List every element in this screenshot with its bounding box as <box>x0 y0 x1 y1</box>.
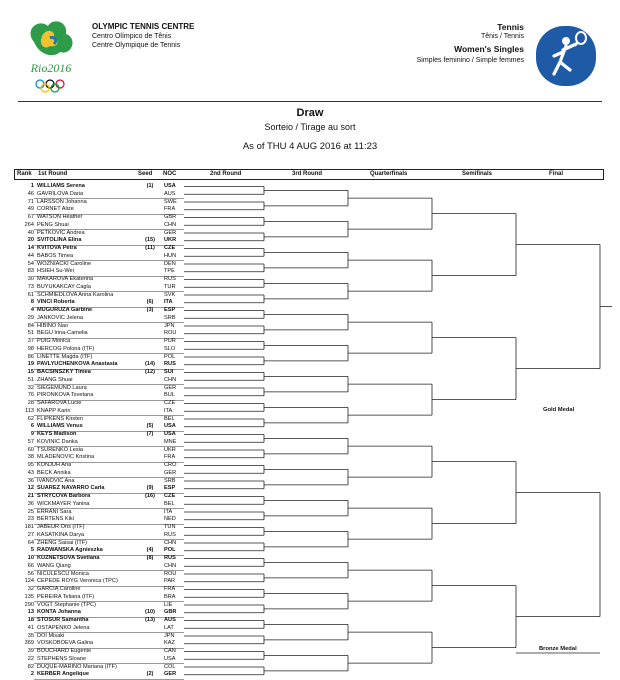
noc-cell: ESP <box>164 485 176 492</box>
entry-divider <box>34 679 184 680</box>
player-name: LINETTE Magda (ITF) <box>37 353 93 360</box>
player-name: PIRONKOVA Tsvetana <box>37 392 94 399</box>
noc-cell: BEL <box>164 500 175 507</box>
noc-cell: GER <box>164 469 177 476</box>
noc-cell: JPN <box>164 322 175 329</box>
noc-cell: CHN <box>164 376 177 383</box>
noc-cell: LAT <box>164 624 174 631</box>
rank-cell: 2 <box>30 671 34 678</box>
tennis-pictogram-icon <box>536 26 596 86</box>
noc-cell: NED <box>164 516 176 523</box>
rank-cell: 32 <box>27 586 34 592</box>
rank-cell: 5 <box>30 547 34 554</box>
noc-cell: ITA <box>164 299 173 306</box>
col-seed: Seed <box>138 171 153 177</box>
seed-cell: (16) <box>145 493 155 499</box>
player-name: PENG Shuai <box>37 221 69 228</box>
rank-cell: 32 <box>27 384 34 391</box>
noc-cell: CZE <box>164 245 176 251</box>
rank-cell: 39 <box>27 648 34 654</box>
player-name: NICULESCU Monica <box>37 570 89 577</box>
col-rank: Rank <box>17 171 32 177</box>
seed-cell: (7) <box>146 431 154 437</box>
col-noc: NOC <box>163 171 177 177</box>
rank-cell: 113 <box>25 407 34 414</box>
player-name: ZHANG Shuai <box>37 376 73 383</box>
player-name: PEREIRA Teliana (ITF) <box>37 593 95 600</box>
player-name: WICKMAYER Yanina <box>37 500 90 507</box>
player-name: ERRANI Sara <box>37 508 72 515</box>
player-name: OSTAPENKO Jelena <box>37 624 90 631</box>
noc-cell: RUS <box>164 361 176 368</box>
noc-cell: GBR <box>164 214 177 220</box>
rank-cell: 40 <box>27 229 34 236</box>
player-name: WOZNIACKI Caroline <box>37 260 92 267</box>
bronze-medal-label: Bronze Medal <box>539 646 577 652</box>
noc-cell: RUS <box>164 276 176 282</box>
player-name: WATSON Heather <box>37 214 83 220</box>
noc-cell: SRB <box>164 314 176 321</box>
seed-cell: (12) <box>145 369 155 375</box>
noc-cell: GER <box>164 229 177 236</box>
seed-cell: (5) <box>146 423 154 430</box>
rank-cell: 71 <box>27 198 34 205</box>
rank-cell: 60 <box>27 446 34 453</box>
rank-cell: 369 <box>24 640 34 647</box>
player-name: CORNET Alize <box>37 206 74 213</box>
noc-cell: BUL <box>164 392 175 399</box>
player-name: PETKOVIC Andrea <box>37 229 85 236</box>
rank-cell: 95 <box>27 462 34 468</box>
noc-cell: MNE <box>164 438 177 445</box>
noc-cell: LIE <box>164 601 173 608</box>
noc-cell: JPN <box>164 632 175 639</box>
player-name: SUAREZ NAVARRO Carla <box>37 485 105 492</box>
noc-cell: SVK <box>164 291 176 298</box>
rank-cell: 51 <box>27 330 34 337</box>
noc-cell: SLO <box>164 345 176 352</box>
noc-cell: FRA <box>164 454 176 461</box>
seed-cell: (1) <box>146 183 154 189</box>
noc-cell: SWE <box>164 198 177 205</box>
noc-cell: POL <box>164 353 176 360</box>
rank-cell: 15 <box>27 369 34 375</box>
rank-cell: 66 <box>27 562 34 569</box>
noc-cell: CHN <box>164 562 177 569</box>
noc-cell: PUR <box>164 338 176 344</box>
seed-cell: (13) <box>145 617 155 623</box>
col-final: Final <box>549 171 564 177</box>
player-name: BECK Annika <box>37 469 71 476</box>
noc-cell: ROU <box>164 570 177 577</box>
rank-cell: 28 <box>27 400 34 406</box>
player-name: KVITOVA Petra <box>37 245 77 251</box>
player-name: VINCI Roberta <box>37 299 75 306</box>
noc-cell: CHN <box>164 221 177 228</box>
rank-cell: 36 <box>27 500 34 507</box>
rank-cell: 124 <box>24 578 34 585</box>
rank-cell: 18 <box>27 617 34 623</box>
player-name: ZHENG Saisai (ITF) <box>37 539 88 546</box>
rank-cell: 10 <box>27 555 34 561</box>
venue-title: OLYMPIC TENNIS CENTRE <box>92 22 195 31</box>
player-name: DUQUE-MARINO Mariana (ITF) <box>37 663 117 670</box>
noc-cell: GER <box>164 384 177 391</box>
rank-cell: 84 <box>27 322 34 329</box>
player-name: BOUCHARD Eugenie <box>37 648 92 654</box>
player-name: TSURENKO Lesia <box>37 446 84 453</box>
noc-cell: CZE <box>164 400 176 406</box>
rank-cell: 1 <box>30 183 34 189</box>
rank-cell: 36 <box>27 477 34 484</box>
noc-cell: SRB <box>164 477 176 484</box>
rank-cell: 25 <box>27 508 34 515</box>
rank-cell: 41 <box>27 624 34 631</box>
seed-cell: (15) <box>145 237 155 244</box>
player-name: BABOS Timea <box>37 252 74 259</box>
noc-cell: TUN <box>164 524 176 530</box>
rank-cell: 12 <box>27 485 34 492</box>
player-name: MUGURUZA Garbine <box>37 307 93 313</box>
player-name: KUZNETSOVA Svetlana <box>37 555 100 561</box>
noc-cell: USA <box>164 183 176 189</box>
player-name: BEGU Irina-Camelia <box>37 330 88 337</box>
rank-cell: 9 <box>30 431 34 437</box>
rank-cell: 23 <box>27 516 34 523</box>
sport-title: Tennis <box>497 22 524 32</box>
rank-cell: 14 <box>27 245 34 251</box>
rank-cell: 73 <box>27 283 34 290</box>
rank-cell: 20 <box>27 237 34 244</box>
player-name: LARSSON Johanna <box>37 198 87 205</box>
player-name: KASATKINA Darya <box>37 531 85 538</box>
noc-cell: GER <box>164 671 177 678</box>
player-name: WANG Qiang <box>37 562 71 569</box>
svg-text:Rio2016: Rio2016 <box>30 61 72 75</box>
seed-cell: (6) <box>146 299 154 306</box>
seed-cell: (3) <box>146 307 154 313</box>
player-name: GARCIA Caroline <box>37 586 81 592</box>
noc-cell: ESP <box>164 307 176 313</box>
event-subtitle: Simples feminino / Simple femmes <box>416 57 524 64</box>
noc-cell: ITA <box>164 508 173 515</box>
player-name: JABEUR Ons (ITF) <box>37 524 85 530</box>
gold-medal-label: Gold Medal <box>543 407 575 413</box>
noc-cell: AUS <box>164 190 176 197</box>
rank-cell: 181 <box>24 524 34 530</box>
sport-subtitle: Tênis / Tennis <box>480 33 524 40</box>
player-name: KEYS Madison <box>37 431 77 437</box>
rank-cell: 86 <box>27 353 34 360</box>
player-name: JANKOVIC Jelena <box>37 314 84 321</box>
rank-cell: 46 <box>27 190 34 197</box>
noc-cell: COL <box>164 663 176 670</box>
player-name: STOSUR Samantha <box>37 617 89 623</box>
rank-cell: 44 <box>27 252 34 259</box>
rank-cell: 135 <box>24 593 34 600</box>
player-name: FLIPKENS Kirsten <box>37 415 84 422</box>
event-title: Women's Singles <box>454 44 524 54</box>
player-name: GAVRILOVA Daria <box>37 190 84 197</box>
noc-cell: BEL <box>164 415 175 422</box>
noc-cell: RUS <box>164 531 176 538</box>
rank-cell: 37 <box>27 338 34 344</box>
player-name: SVITOLINA Elina <box>37 237 82 244</box>
noc-cell: DEN <box>164 260 176 267</box>
rank-cell: 57 <box>27 438 34 445</box>
col-round2: 2nd Round <box>210 171 242 177</box>
player-name: SAFAROVA Lucie <box>37 400 82 406</box>
seed-cell: (4) <box>146 547 154 554</box>
player-name: DOI Misaki <box>37 632 65 639</box>
rank-cell: 4 <box>30 307 34 313</box>
rank-cell: 43 <box>27 469 34 476</box>
seed-cell: (2) <box>146 671 154 678</box>
rank-cell: 35 <box>27 632 34 639</box>
player-name: SIEGEMUND Laura <box>37 384 87 391</box>
header-rule <box>18 101 602 102</box>
rank-cell: 6 <box>30 423 34 430</box>
noc-cell: CAN <box>164 648 176 654</box>
rank-cell: 82 <box>27 663 34 670</box>
noc-cell: UKR <box>164 446 176 453</box>
player-name: HERCOG Polona (ITF) <box>37 345 95 352</box>
rank-cell: 67 <box>27 214 34 220</box>
noc-cell: BRA <box>164 593 176 600</box>
player-name: BACSINSZKY Timea <box>37 369 91 375</box>
player-name: MAKAROVA Ekaterina <box>37 276 94 282</box>
noc-cell: KAZ <box>164 640 175 647</box>
player-name: PAVLYUCHENKOVA Anastasia <box>37 361 118 368</box>
noc-cell: HUN <box>164 252 177 259</box>
venue-name-fr: Centre Olympique de Tennis <box>92 42 181 49</box>
player-name: VOSKOBOEVA Galina <box>37 640 94 647</box>
rank-cell: 51 <box>27 376 34 383</box>
noc-cell: CRO <box>164 462 177 468</box>
player-name: STRYCOVA Barbora <box>37 493 91 499</box>
player-name: KNAPP Karin <box>37 407 71 414</box>
noc-cell: FRA <box>164 206 176 213</box>
seed-cell: (14) <box>145 361 155 368</box>
rank-cell: 264 <box>24 221 34 228</box>
noc-cell: SUI <box>164 369 174 375</box>
rank-cell: 38 <box>27 454 34 461</box>
player-name: HSIEH Su-Wei <box>37 268 74 275</box>
player-name: STEPHENS Sloane <box>37 655 87 662</box>
rio2016-logo <box>20 14 82 94</box>
noc-cell: CZE <box>164 493 176 499</box>
player-name: VOGT Stephanie (TPC) <box>37 601 96 608</box>
seed-cell: (11) <box>145 245 155 251</box>
noc-cell: PAR <box>164 578 176 585</box>
venue-name-pt: Centro Olímpico de Tênis <box>92 33 172 40</box>
page-title: Draw <box>296 107 324 119</box>
noc-cell: USA <box>164 655 176 662</box>
rank-cell: 56 <box>27 570 34 577</box>
rank-cell: 27 <box>27 531 34 538</box>
rank-cell: 62 <box>27 415 34 422</box>
player-name: BUYUKAKCAY Cagla <box>37 283 91 290</box>
player-name: IVANOVIC Ana <box>37 477 75 484</box>
rank-cell: 83 <box>27 268 34 275</box>
noc-cell: TUR <box>164 283 176 290</box>
rank-cell: 54 <box>27 260 34 267</box>
rank-cell: 290 <box>24 601 34 608</box>
col-round3: 3rd Round <box>292 171 322 177</box>
rank-cell: 49 <box>27 206 34 213</box>
rank-cell: 30 <box>27 276 34 282</box>
player-name: MLADENOVIC Kristina <box>37 454 95 461</box>
player-name: RADWANSKA Agnieszka <box>37 547 103 554</box>
col-semifinals: Semifinals <box>462 171 493 177</box>
player-name: BERTENS Kiki <box>37 516 74 523</box>
noc-cell: POL <box>164 547 176 554</box>
player-name: KONTA Johanna <box>37 609 81 616</box>
noc-cell: USA <box>164 431 176 437</box>
noc-cell: USA <box>164 423 176 430</box>
noc-cell: ROU <box>164 330 177 337</box>
seed-cell: (10) <box>145 609 155 616</box>
player-name: SCHMIEDLOVA Anna Karolina <box>37 291 114 298</box>
rank-cell: 8 <box>30 299 34 306</box>
noc-cell: CHN <box>164 539 177 546</box>
rank-cell: 13 <box>27 609 34 616</box>
rank-cell: 64 <box>27 539 34 546</box>
seed-cell: (9) <box>146 485 154 492</box>
player-name: WILLIAMS Serena <box>37 183 85 189</box>
noc-cell: FRA <box>164 586 176 592</box>
rank-cell: 19 <box>27 361 34 368</box>
rank-cell: 98 <box>27 345 34 352</box>
noc-cell: GBR <box>164 609 177 616</box>
player-name: KOVINIC Danka <box>37 438 78 445</box>
rank-cell: 61 <box>27 291 34 298</box>
col-round1: 1st Round <box>38 171 68 177</box>
rank-cell: 22 <box>27 655 34 662</box>
rank-cell: 21 <box>27 493 34 499</box>
page-subtitle: Sorteio / Tirage au sort <box>264 122 356 132</box>
rank-cell: 29 <box>27 314 34 321</box>
noc-cell: RUS <box>164 555 176 561</box>
player-name: KERBER Angelique <box>37 671 90 678</box>
rank-cell: 76 <box>27 392 34 399</box>
noc-cell: UKR <box>164 237 177 244</box>
player-name: WILLIAMS Venus <box>37 423 83 430</box>
noc-cell: ITA <box>164 407 173 414</box>
noc-cell: AUS <box>164 617 176 623</box>
player-name: PUIG Monica <box>37 338 71 344</box>
as-of-timestamp: As of THU 4 AUG 2016 at 11:23 <box>242 141 378 152</box>
noc-cell: TPE <box>164 268 175 275</box>
player-name: CEPEDE ROYG Veronica (TPC) <box>37 578 118 585</box>
player-name: KONJUH Ana <box>37 462 72 468</box>
col-quarterfinals: Quarterfinals <box>370 171 408 177</box>
player-name: HIBINO Nao <box>37 322 69 329</box>
seed-cell: (8) <box>146 555 154 561</box>
